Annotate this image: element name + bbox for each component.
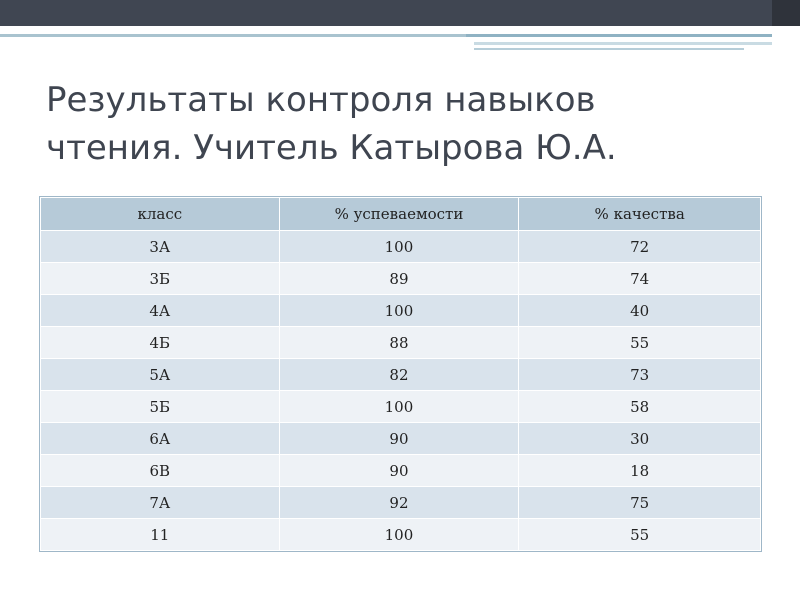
cell-success-rate: 100 [279, 231, 519, 263]
cell-quality-rate: 73 [519, 359, 761, 391]
top-decorative-band-end [772, 0, 800, 26]
cell-class: 4А [41, 295, 280, 327]
cell-quality-rate: 30 [519, 423, 761, 455]
cell-quality-rate: 40 [519, 295, 761, 327]
cell-quality-rate: 55 [519, 327, 761, 359]
cell-quality-rate: 18 [519, 455, 761, 487]
cell-success-rate: 88 [279, 327, 519, 359]
table-row [41, 423, 761, 455]
cell-class: 5Б [41, 391, 280, 423]
table-row [41, 487, 761, 519]
cell-success-rate: 82 [279, 359, 519, 391]
accent-line [474, 48, 744, 50]
header-class: класс [41, 198, 280, 231]
cell-class: 7А [41, 487, 280, 519]
cell-class: 3А [41, 231, 280, 263]
table-header-row [41, 198, 761, 231]
table-row [41, 327, 761, 359]
header-quality-rate: % качества [519, 198, 761, 231]
cell-class: 5А [41, 359, 280, 391]
cell-quality-rate: 58 [519, 391, 761, 423]
cell-quality-rate: 75 [519, 487, 761, 519]
cell-quality-rate: 55 [519, 519, 761, 551]
slide-title-line-2: чтения. Учитель Катырова Ю.А. [46, 128, 617, 168]
cell-class: 6В [41, 455, 280, 487]
table-row [41, 359, 761, 391]
table-row [41, 391, 761, 423]
cell-success-rate: 90 [279, 455, 519, 487]
table-row [41, 295, 761, 327]
cell-success-rate: 100 [279, 519, 519, 551]
accent-line [0, 34, 466, 37]
cell-success-rate: 92 [279, 487, 519, 519]
table-row [41, 263, 761, 295]
slide-title [46, 76, 766, 172]
cell-success-rate: 89 [279, 263, 519, 295]
slide-title-line-1: Результаты контроля навыков [46, 80, 596, 120]
cell-success-rate: 100 [279, 295, 519, 327]
cell-class: 4Б [41, 327, 280, 359]
accent-line [466, 34, 772, 37]
cell-quality-rate: 74 [519, 263, 761, 295]
cell-success-rate: 90 [279, 423, 519, 455]
accent-line [474, 42, 772, 45]
cell-class: 6А [41, 423, 280, 455]
cell-success-rate: 100 [279, 391, 519, 423]
cell-quality-rate: 72 [519, 231, 761, 263]
table-row [41, 231, 761, 263]
table-row [41, 455, 761, 487]
header-success-rate: % успеваемости [279, 198, 519, 231]
table-row [41, 519, 761, 551]
results-table [40, 197, 761, 551]
cell-class: 3Б [41, 263, 280, 295]
cell-class: 11 [41, 519, 280, 551]
top-decorative-band [0, 0, 800, 26]
